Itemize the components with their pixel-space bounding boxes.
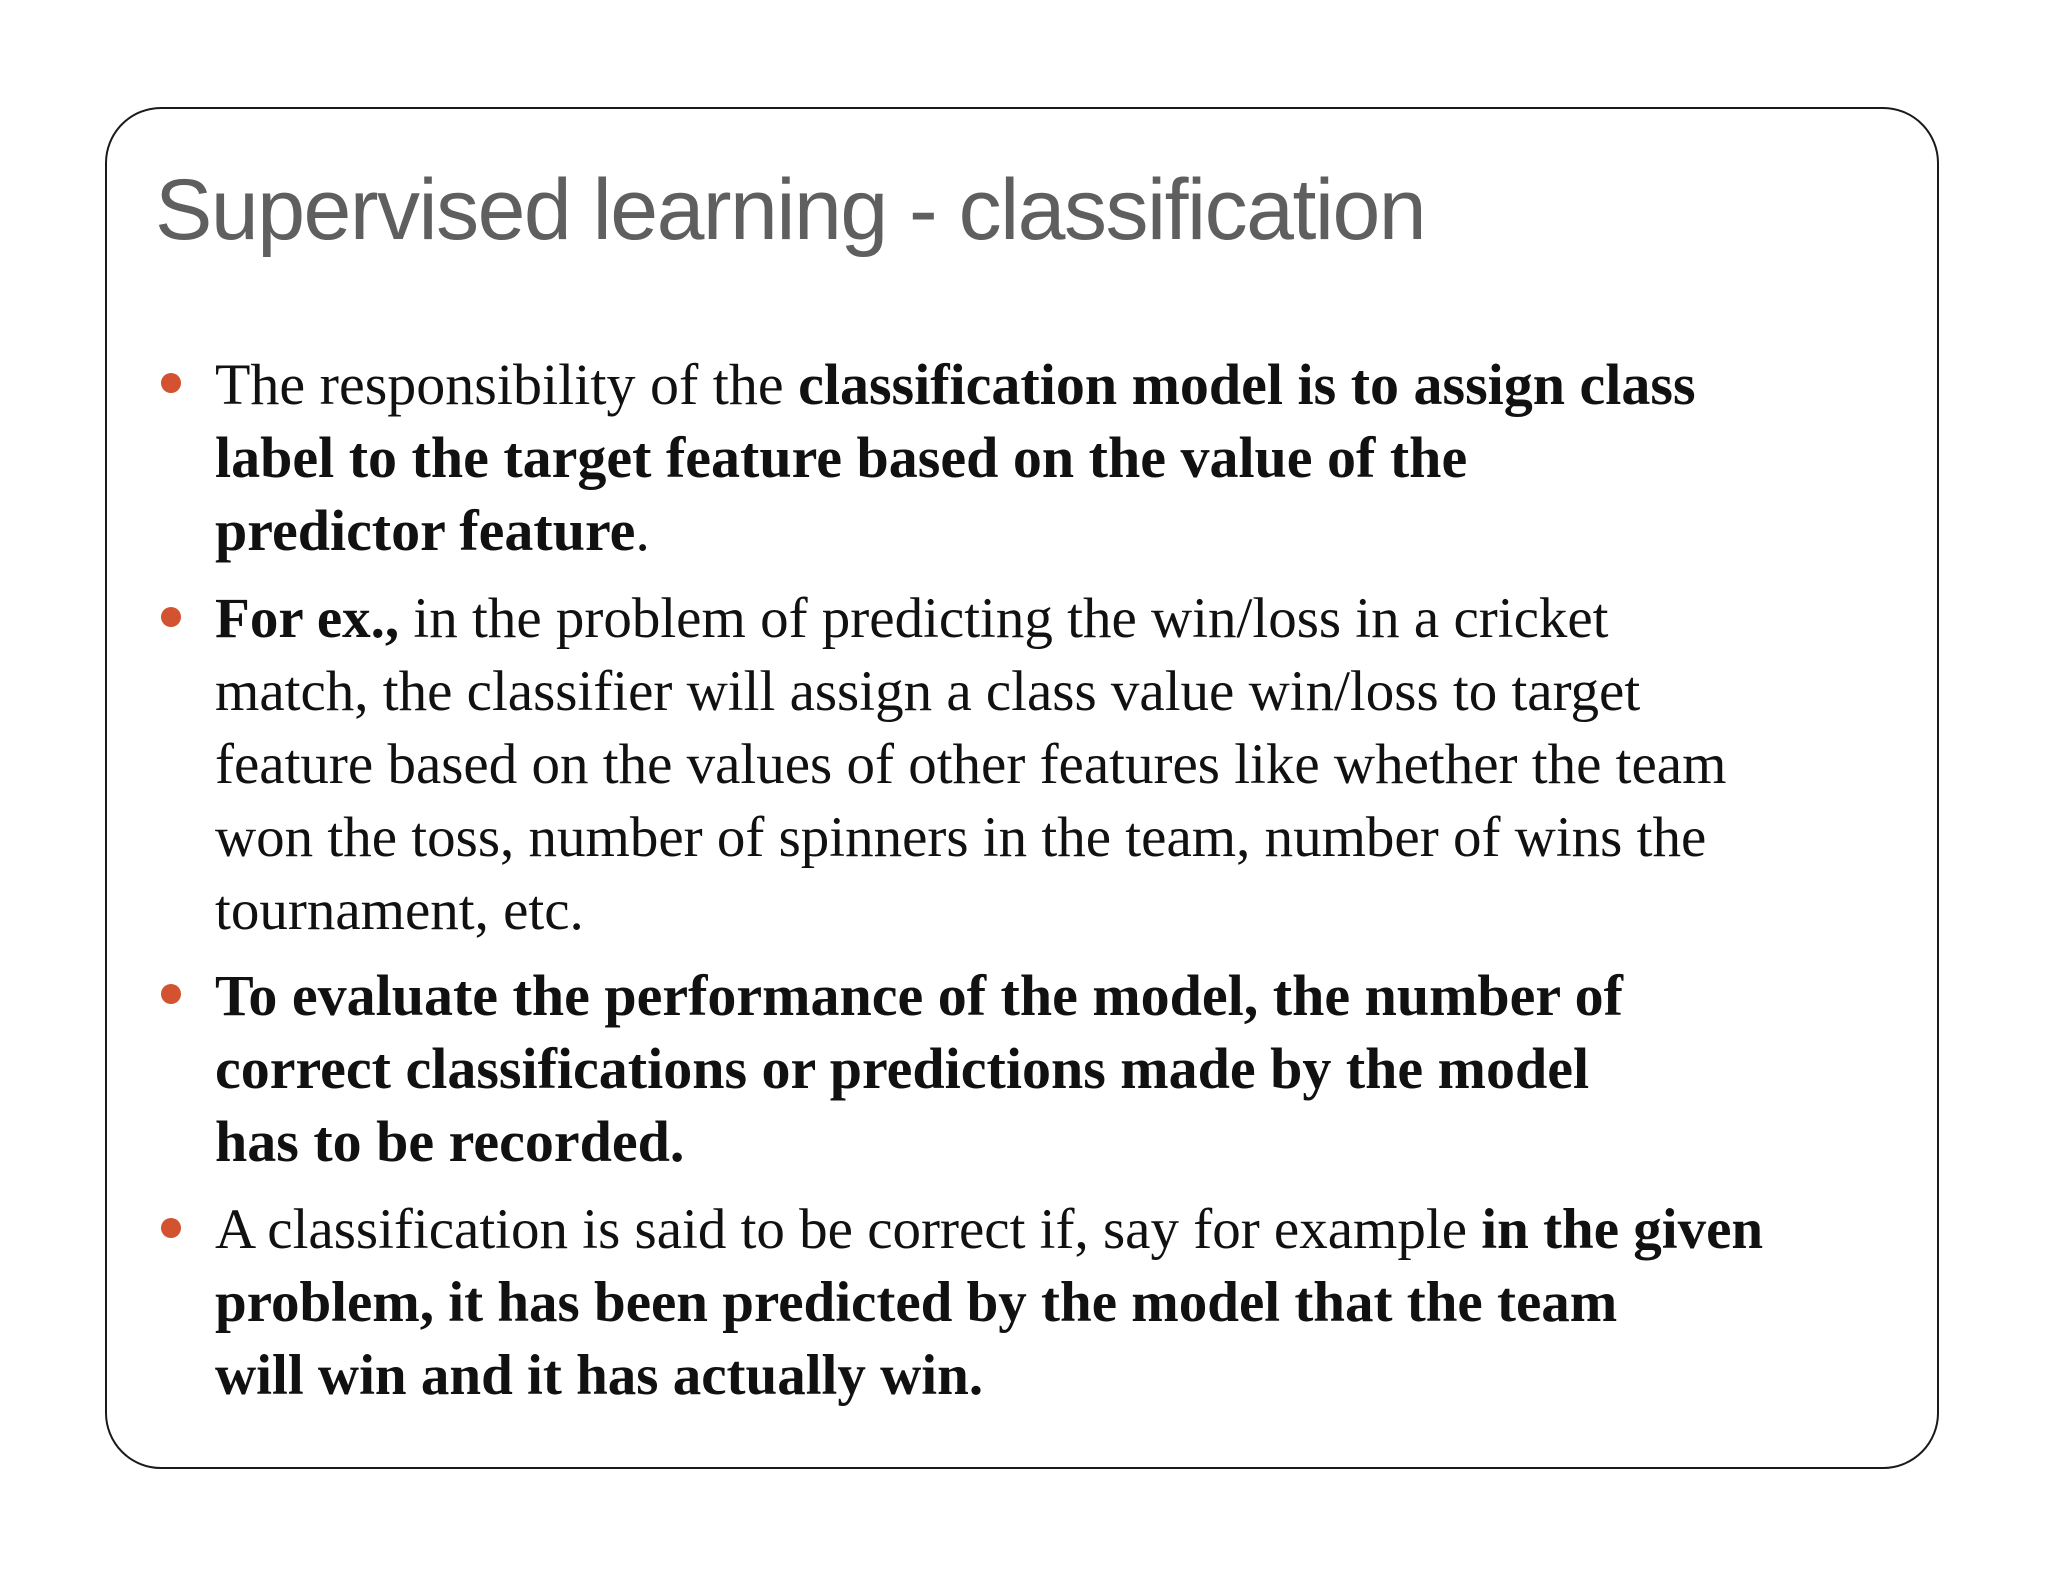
bullet-text-bold: will win and it has actually win. xyxy=(215,1344,984,1407)
bullet-text-bold: To evaluate the performance of the model, the number of xyxy=(215,963,1623,1028)
bullet-item xyxy=(215,959,1905,1178)
bullet-text: won the toss, number of spinners in the team, number of wins the xyxy=(215,806,1707,869)
bullet-text-bold: correct classifications or predictions made by the model xyxy=(215,1036,1590,1101)
bullet-dot-icon xyxy=(161,984,181,1004)
bullet-text: A classification is said to be correct if, say for example xyxy=(215,1198,1482,1261)
bullet-text: . xyxy=(635,498,650,563)
bullet-text: tournament, etc. xyxy=(215,879,584,942)
bullet-dot-icon xyxy=(161,373,181,393)
bullet-dot-icon xyxy=(161,607,181,627)
bullet-item xyxy=(215,1193,1905,1412)
bullet-dot-icon xyxy=(161,1218,181,1238)
bullet-text-bold: has to be recorded. xyxy=(215,1109,685,1174)
bullet-text: feature based on the values of other features like whether the team xyxy=(215,733,1727,796)
bullet-text-bold: For ex., xyxy=(215,587,414,650)
bullet-text-bold: problem, it has been predicted by the model that the team xyxy=(215,1271,1618,1334)
bullet-text-bold: predictor feature xyxy=(215,498,636,563)
bullet-text: match, the classifier will assign a class value win/loss to target xyxy=(215,660,1641,723)
bullet-text-bold: label to the target feature based on the value of the xyxy=(215,425,1468,490)
bullet-text: The responsibility of the xyxy=(215,352,799,417)
bullet-item xyxy=(215,348,1905,567)
bullet-item xyxy=(215,582,1905,947)
bullet-text: in the problem of predicting the win/loss in a cricket xyxy=(413,587,1609,650)
bullet-text-bold: in the given xyxy=(1481,1198,1764,1261)
bullet-text-bold: classification model is to assign class xyxy=(798,352,1696,417)
slide-title: Supervised learning - classification xyxy=(155,162,1426,258)
